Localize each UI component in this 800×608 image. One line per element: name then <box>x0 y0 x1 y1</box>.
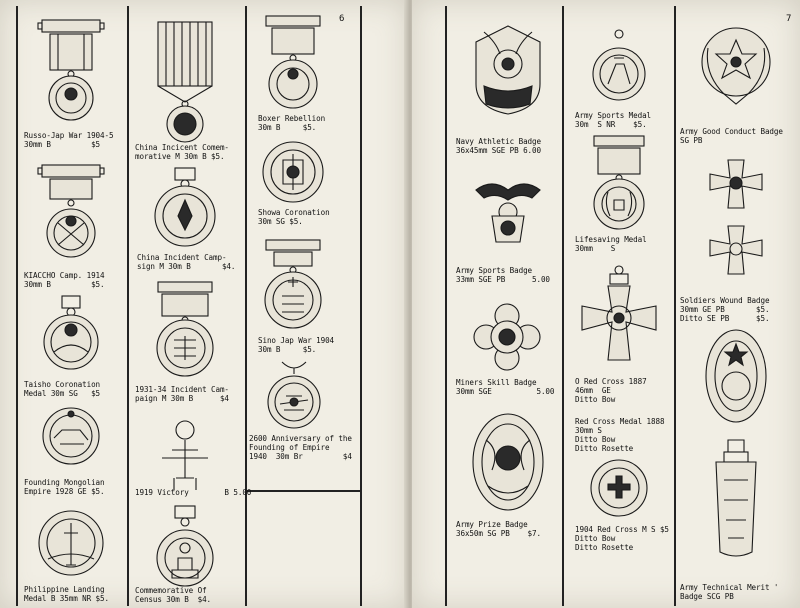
oval-badge-icon <box>710 436 762 560</box>
medal-with-bar-icon <box>154 280 216 380</box>
row-rule <box>245 490 360 492</box>
item-caption: Founding Mongolian Empire 1928 GE $5. <box>24 478 105 496</box>
column-rule <box>127 6 129 606</box>
item-caption: Taisho Coronation Medal 30m SG $5 <box>24 380 101 398</box>
item-caption: Army Prize Badge 36x50m SG PB $7. <box>456 520 541 538</box>
item-caption: China Incicent Comem- morative M 30m B $5. <box>135 143 229 161</box>
medal-icon <box>36 406 106 466</box>
item-caption: Sino Jap War 1904 30m B $5. <box>258 336 335 354</box>
column-rule <box>445 6 447 606</box>
badge-icon <box>470 24 546 116</box>
item-caption: Lifesaving Medal 30mm S <box>575 235 647 253</box>
item-caption: Army Good Conduct Badge SG PB <box>680 127 783 145</box>
column-rule <box>674 6 676 606</box>
item-caption: Miners Skill Badge 30mm SGE 5.00 <box>456 378 555 396</box>
cross-icon <box>574 264 664 364</box>
oval-badge-icon <box>470 410 546 514</box>
column-rule <box>16 6 18 606</box>
medal-with-bar-icon <box>590 134 648 232</box>
item-caption: 2600 Anniversary of the Founding of Empire 1940 30m Br $4 <box>249 434 352 461</box>
badge-icon <box>472 176 544 246</box>
item-caption: Soldiers Wound Badge 30mm GE PB $5. Ditto SE PB $5. <box>680 296 770 323</box>
medal-icon <box>152 418 218 498</box>
item-caption: Showa Coronation 30m SG $5. <box>258 208 330 226</box>
item-caption: KIACCHO Camp. 1914 30mm B $5. <box>24 271 105 289</box>
item-caption: 1931-34 Incident Cam- paign M 30m B $4 <box>135 385 229 403</box>
medal-with-bar-icon <box>262 238 324 332</box>
cross-icon <box>702 156 770 280</box>
medal-icon <box>154 166 216 250</box>
page-number: 6 <box>339 14 345 24</box>
column-rule <box>562 6 564 606</box>
item-caption: 1919 Victory B 5.00 <box>135 488 252 497</box>
medal-icon <box>262 140 324 204</box>
medal-with-bar-icon <box>262 14 324 110</box>
medal-icon <box>592 28 646 104</box>
column-rule <box>245 6 247 606</box>
medal-icon <box>266 360 322 430</box>
item-caption: 1904 Red Cross M S $5 Ditto Bow Ditto Rosette <box>575 525 669 552</box>
medal-icon <box>156 504 214 590</box>
item-caption: Philippine Landing Medal B 35mm NR $5. <box>24 585 109 603</box>
item-caption: Red Cross Medal 1888 30mm S Ditto Bow Ditto Rosette <box>575 417 665 453</box>
column-rule <box>360 6 362 606</box>
striped-ribbon-medal-icon <box>154 20 216 138</box>
item-caption: Army Sports Medal 30m S NR $5. <box>575 111 652 129</box>
item-caption: Boxer Rebellion 30m B $5. <box>258 114 326 132</box>
right-page <box>412 0 800 608</box>
badge-icon <box>472 302 542 372</box>
item-caption: Commemorative Of Census 30m B $4. <box>135 586 212 604</box>
medal-with-bar-icon <box>36 18 106 123</box>
item-caption: China Incident Camp- sign M 30m B $4. <box>137 253 236 271</box>
item-caption: Russo-Jap War 1904-5 30mm B $5 <box>24 131 114 149</box>
medal-icon <box>590 454 648 520</box>
item-caption: Army Sports Badge 33mm SGE PB 5.00 <box>456 266 550 284</box>
medal-with-bar-icon <box>36 163 106 263</box>
medal-icon <box>38 294 104 374</box>
medal-icon <box>36 509 106 577</box>
oval-badge-icon <box>704 328 768 424</box>
wreath-badge-icon <box>698 18 774 108</box>
item-caption: O Red Cross 1887 46mm GE Ditto Bow <box>575 377 647 404</box>
item-caption: Navy Athletic Badge 36x45mm SGE PB 6.00 <box>456 137 541 155</box>
page-number: 7 <box>786 14 792 24</box>
item-caption: Army Technical Merit ' Badge SCG PB <box>680 583 779 601</box>
